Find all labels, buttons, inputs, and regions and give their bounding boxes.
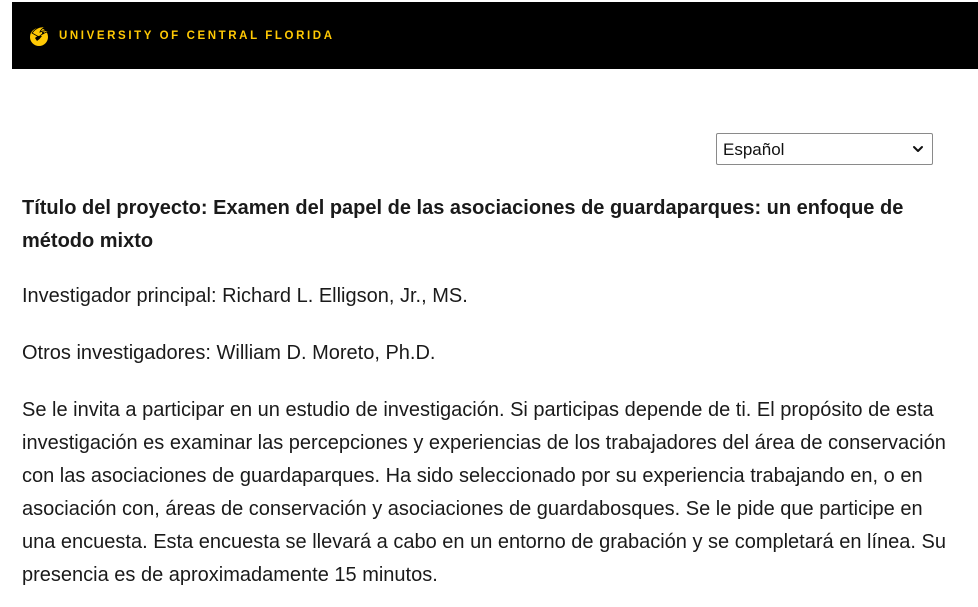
intro-paragraph: Se le invita a participar en un estudio de investigación. Si participas depende de ti. El propósito de esta investigación es examinar las percepciones y experiencias de los trabajadores del área de conservación con las asociaciones de guardaparques. Ha sido seleccionado por su experiencia trabajando en, o en asociación con, áreas de conservación y asociaciones de guardabosques. Se le pide que participe en una encuesta. Esta encuesta se llevará a cabo en un entorno de grabación y se completará en línea. Su presencia es de aproximadamente 15 minutos. <box>22 399 946 586</box>
language-select[interactable] <box>716 133 933 165</box>
university-logo-link[interactable] <box>28 24 335 48</box>
site-header <box>12 2 978 69</box>
project-title: Título del proyecto: Examen del papel de las asociaciones de guardaparques: un enfoque de método mixto <box>22 197 904 252</box>
university-name: UNIVERSITY OF CENTRAL FLORIDA <box>59 29 335 42</box>
ucf-pegasus-icon <box>28 24 52 48</box>
principal-investigator: Investigador principal: Richard L. Elligson, Jr., MS. <box>22 285 468 307</box>
consent-document <box>22 192 950 607</box>
other-investigators: Otros investigadores: William D. Moreto, Ph.D. <box>22 342 436 364</box>
